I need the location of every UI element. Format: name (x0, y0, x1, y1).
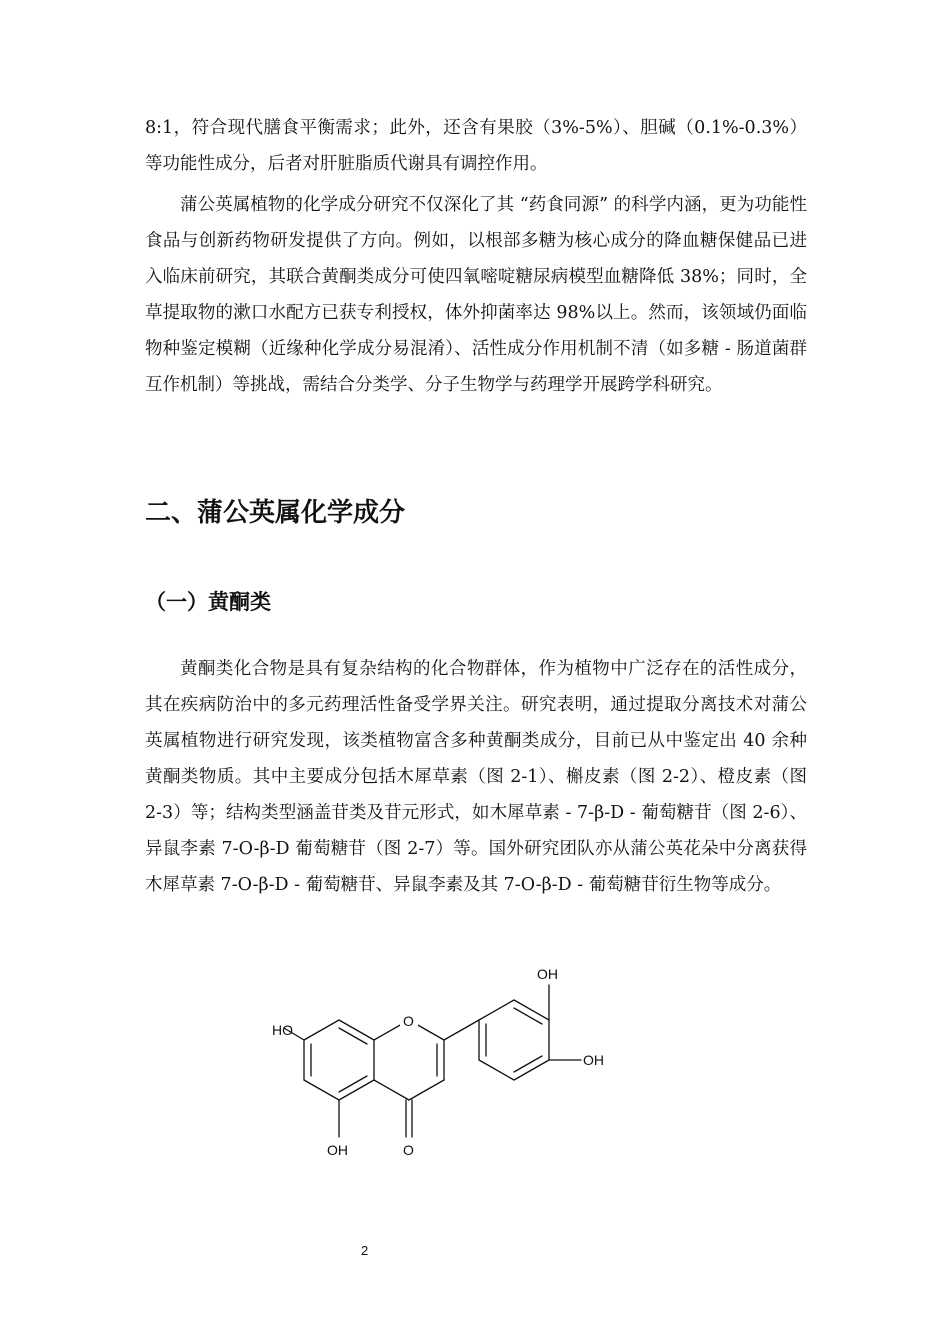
bond-line (339, 1020, 374, 1040)
subsection-heading: （一）黄酮类 (145, 590, 271, 614)
bond-double (339, 1076, 367, 1092)
ho-label-left: HO (272, 1022, 293, 1038)
bond-line (444, 1020, 479, 1040)
bond-line (514, 1000, 549, 1020)
ring-oxygen-label: O (403, 1013, 414, 1029)
bond-double (339, 1028, 367, 1044)
oh-label-top: OH (537, 966, 558, 982)
carbonyl-oxygen-label: O (403, 1142, 414, 1158)
bond-line (479, 1000, 514, 1020)
page-number: 2 (361, 1243, 369, 1258)
bond-double (514, 1056, 542, 1072)
bond-line (339, 1080, 374, 1100)
bond-line (374, 1080, 409, 1100)
paragraph-continuation: 8:1，符合现代膳食平衡需求；此外，还含有果胶（3%-5%）、胆碱（0.1%-0.3%）等功能性成分，后者对肝脏脂质代谢具有调控作用。 (145, 118, 807, 174)
bond-line (409, 1080, 444, 1100)
bond-line (514, 1060, 549, 1080)
bond-line (304, 1020, 339, 1040)
bond-line (304, 1080, 339, 1100)
oh-label-right: OH (583, 1052, 604, 1068)
paragraph-research-significance: 蒲公英属植物的化学成分研究不仅深化了其 “药食同源” 的科学内涵，更为功能性食品与创新药物研发提供了方向。例如，以根部多糖为核心成分的降血糖保健品已进入临床前研究，其联合黄酮类成分可使四氧嘧啶糖尿病模型血糖降低 38%；同时，全草提取物的漱口水配方已获专利授权，体外抑菌率达 98%以上。然而，该领域仍面临物种鉴定模糊（近缘种化学成分易混淆）、活性成分作用机制不清（如多糖 - 肠道菌群互作机制）等挑战，需结合分类学、分子生物学与药理学开展跨学科研究。 (145, 195, 807, 395)
oh-label-bottom: OH (327, 1142, 348, 1158)
luteolin-structure-figure (260, 955, 720, 1195)
section-heading: 二、蒲公英属化学成分 (145, 498, 406, 528)
bond-double (514, 1008, 542, 1024)
bond-line (479, 1060, 514, 1080)
paragraph-flavonoids: 黄酮类化合物是具有复杂结构的化合物群体，作为植物中广泛存在的活性成分，其在疾病防治中的多元药理活性备受学界关注。研究表明，通过提取分离技术对蒲公英属植物进行研究发现，该类植物富含多种黄酮类成分，目前已从中鉴定出 40 余种黄酮类物质。其中主要成分包括木犀草素（图 2-1）、槲皮素（图 2-2）、橙皮素（图 2-3）等；结构类型涵盖苷类及苷元形式，如木犀草素 - 7-β-D - 葡萄糖苷（图 2-6）、异鼠李素 7-O-β-D 葡萄糖苷（图 2-7）等。国外研究团队亦从蒲公英花朵中分离获得木犀草素 7-O-β-D - 葡萄糖苷、异鼠李素及其 7-O-β-D - 葡萄糖苷衍生物等成分。 (145, 659, 807, 895)
